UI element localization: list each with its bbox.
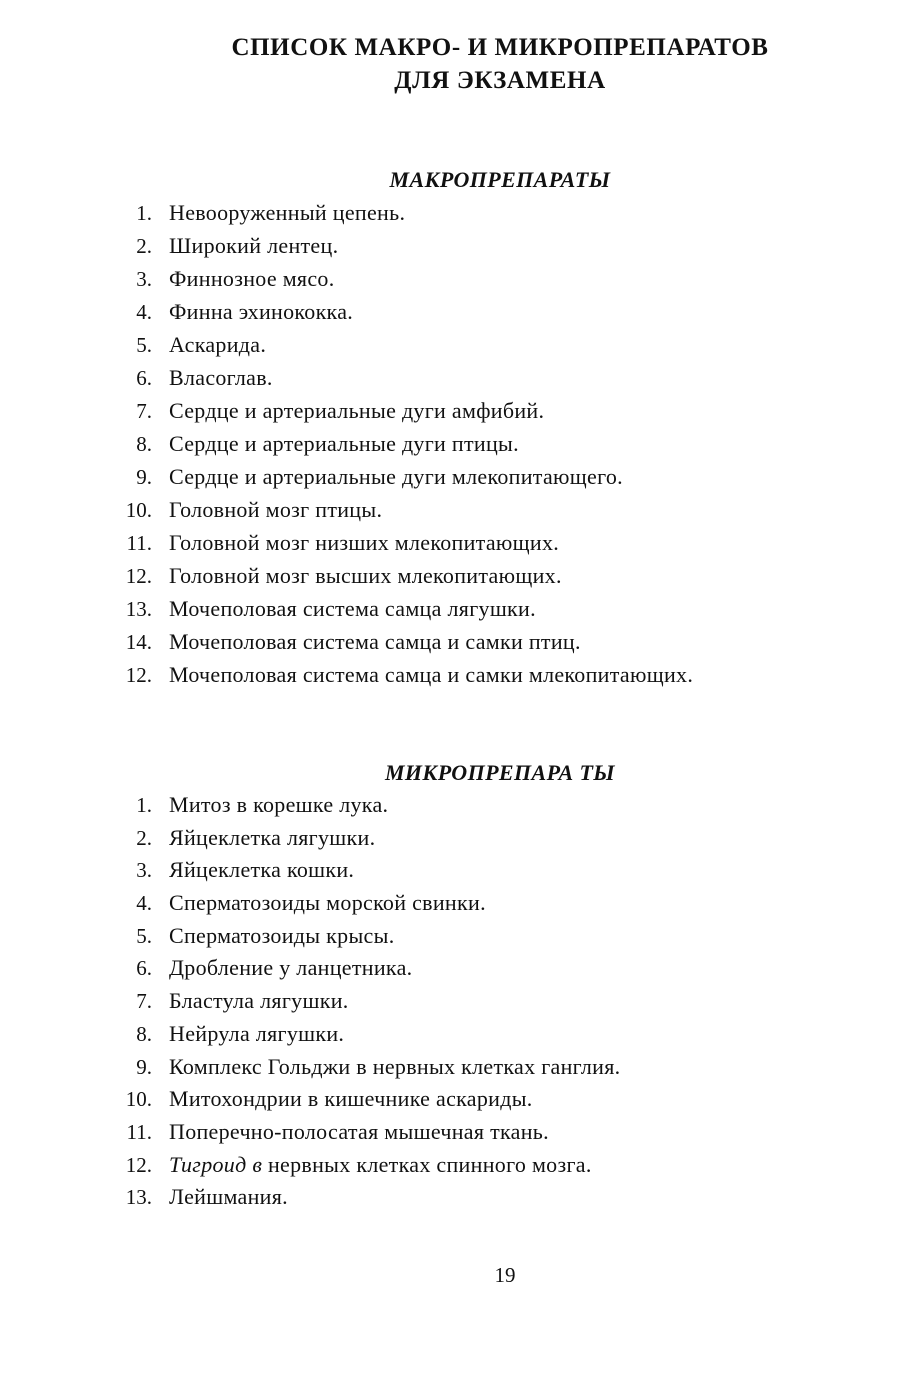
item-number: 3. (136, 267, 152, 291)
item-text: Широкий лентец. (169, 233, 339, 258)
list-item (0, 595, 922, 628)
list-item (0, 1020, 922, 1053)
item-number: 6. (136, 366, 152, 390)
list-item (0, 397, 922, 430)
item-text: Мочеполовая система самца лягушки. (169, 596, 536, 621)
list-item (0, 496, 922, 529)
item-text: Головной мозг низших млекопитающих. (169, 530, 560, 555)
item-text: Нейрула лягушки. (169, 1020, 345, 1046)
list-item (0, 661, 922, 694)
item-text: Власоглав. (169, 365, 273, 390)
item-text: Финна эхинококка. (169, 299, 354, 324)
item-text: Мочеполовая система самца и самки млекопитающих. (169, 662, 694, 687)
list-item (0, 791, 922, 824)
item-number: 10. (125, 1087, 152, 1112)
item-text: Сперматозоиды крысы. (169, 922, 395, 948)
list-item (0, 232, 922, 265)
item-text: Сердце и артериальные дуги амфибий. (169, 398, 545, 423)
item-number: 10. (125, 498, 152, 522)
item-number: 4. (136, 891, 152, 916)
list-item (0, 430, 922, 463)
list-item (0, 199, 922, 232)
item-number: 4. (136, 300, 152, 324)
item-text: Финнозное мясо. (169, 266, 335, 291)
item-text: Невооруженный цепень. (169, 200, 406, 225)
item-number: 13. (125, 1185, 152, 1210)
item-text: Яйцеклетка кошки. (169, 857, 355, 883)
micro-specimen-list (0, 791, 922, 1216)
item-text: Дробление у ланцетника. (169, 955, 413, 981)
item-number: 6. (136, 956, 152, 981)
list-item (0, 856, 922, 889)
item-number: 12. (125, 1152, 152, 1177)
list-item (0, 824, 922, 857)
macro-section-heading: МАКРОПРЕПАРАТЫ (389, 167, 611, 192)
item-number: 13. (125, 597, 152, 621)
item-number: 2. (136, 234, 152, 258)
item-number: 3. (136, 858, 152, 883)
item-text: Поперечно-полосатая мышечная ткань. (169, 1118, 549, 1144)
item-text: Мочеполовая система самца и самки птиц. (169, 629, 581, 654)
item-text: Митохондрии в кишечнике аскариды. (169, 1086, 533, 1112)
item-number: 2. (136, 825, 152, 850)
item-text: Головной мозг высших млекопитающих. (169, 563, 562, 588)
list-item (0, 954, 922, 987)
italic-term: Тигроид в (169, 1151, 263, 1177)
list-item (0, 1085, 922, 1118)
document-title-line-1: СПИСОК МАКРО- И МИКРОПРЕПАРАТОВ (231, 34, 769, 61)
list-item (0, 298, 922, 331)
list-item (0, 463, 922, 496)
item-number: 5. (136, 333, 152, 357)
micro-section-heading: МИКРОПРЕПАРА ТЫ (384, 760, 616, 785)
document-title-line-2: ДЛЯ ЭКЗАМЕНА (394, 67, 606, 94)
list-item (0, 922, 922, 955)
item-text: Сперматозоиды морской свинки. (169, 890, 486, 916)
item-number: 11. (126, 1119, 152, 1144)
item-text: Бластула лягушки. (169, 988, 349, 1014)
item-number: 12. (125, 564, 152, 588)
item-text-rest: нервных клетках спинного мозга. (262, 1151, 592, 1177)
item-number: 1. (136, 793, 152, 817)
item-text: Митоз в корешке лука. (169, 792, 389, 817)
list-item (0, 1151, 922, 1184)
item-text: Сердце и артериальные дуги птицы. (169, 431, 519, 456)
item-number: 11. (126, 531, 152, 555)
item-text: Яйцеклетка лягушки. (169, 824, 376, 850)
list-item (0, 529, 922, 562)
item-text (169, 1151, 592, 1179)
list-item (0, 1118, 922, 1151)
list-item (0, 265, 922, 298)
list-item (0, 889, 922, 922)
list-item (0, 628, 922, 661)
item-number: 1. (136, 201, 152, 225)
list-item (0, 987, 922, 1020)
item-number: 5. (136, 923, 152, 948)
item-text: Комплекс Гольджи в нервных клетках ганглия. (169, 1053, 621, 1079)
item-text: Лейшмания. (169, 1184, 288, 1210)
item-text: Сердце и артериальные дуги млекопитающего. (169, 464, 623, 489)
item-number: 8. (136, 1021, 152, 1046)
item-text: Головной мозг птицы. (169, 497, 383, 522)
list-item (0, 1053, 922, 1086)
list-item (0, 331, 922, 364)
item-number: 8. (136, 432, 152, 456)
macro-specimen-list (0, 199, 922, 694)
list-item (0, 364, 922, 397)
list-item (0, 1183, 922, 1216)
item-number: 12. (125, 663, 152, 687)
page-number: 19 (494, 1263, 516, 1287)
item-number: 9. (136, 1054, 152, 1079)
item-number: 14. (125, 630, 152, 654)
item-number: 7. (136, 989, 152, 1014)
item-number: 9. (136, 465, 152, 489)
item-text: Аскарида. (169, 332, 267, 357)
list-item (0, 562, 922, 595)
item-number: 7. (136, 399, 152, 423)
